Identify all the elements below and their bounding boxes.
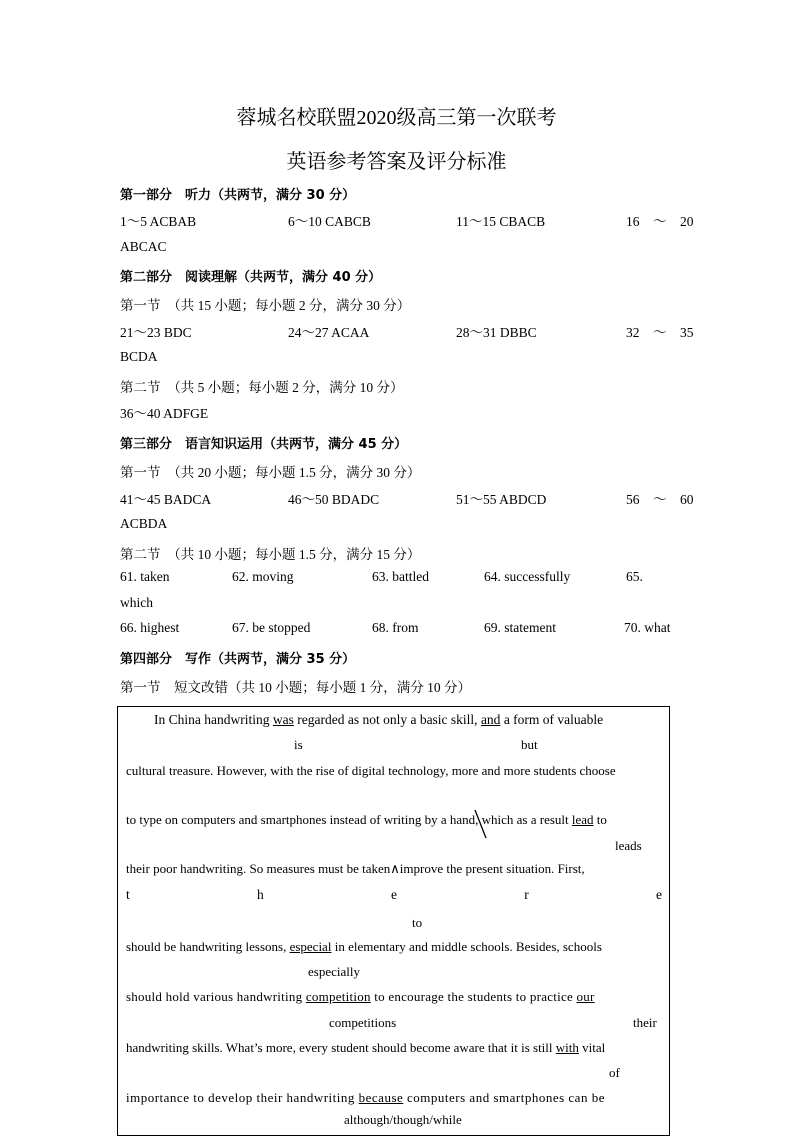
answer-wrap: BCDA (120, 349, 158, 364)
essay-letter: r (524, 887, 529, 902)
section-label: 第一节 （共 20 小题；每小题 1.5 分，满分 30 分） (120, 465, 421, 480)
answer-item: 68. from (372, 620, 419, 635)
correction: but (521, 737, 538, 752)
essay-line (126, 812, 662, 828)
answer-item: 67. be stopped (232, 620, 311, 635)
answer-group: 11～15 CBACB (456, 214, 546, 229)
error-word: with (555, 1040, 579, 1055)
error-word: was (272, 712, 294, 727)
essay-line (126, 1040, 662, 1056)
correction: their (633, 1015, 657, 1030)
essay-text: in elementary and middle schools. Besides, schools (331, 939, 602, 954)
answer-wrap: ABCAC (120, 239, 167, 254)
essay-line (126, 989, 662, 1005)
answer-item: 64. successfully (484, 569, 571, 584)
answer-item: 69. statement (484, 620, 556, 635)
correction: to (412, 915, 423, 930)
error-word: because (358, 1090, 404, 1105)
essay-line (126, 939, 662, 955)
essay-line (126, 1090, 662, 1106)
error-word: lead (571, 812, 594, 827)
answer-group: 56 ～ 60 (626, 492, 694, 507)
answer-group: 36～40 ADFGE (120, 406, 209, 421)
part2-heading: 第二部分 阅读理解（共两节，满分 40 分） (120, 270, 382, 285)
section-label: 第一节 （共 15 小题；每小题 2 分，满分 30 分） (120, 298, 411, 313)
answer-item: 66. highest (120, 620, 180, 635)
answer-group: 28～31 DBBC (456, 325, 537, 340)
essay-text: computers and smartphones can be (403, 1090, 605, 1105)
essay-line (126, 712, 662, 728)
essay-text: to (593, 812, 607, 827)
essay-line: cultural treasure. However, with the rise of digital technology, more and more students choose (126, 763, 616, 778)
part3-heading: 第三部分 语言知识运用（共两节，满分 45 分） (120, 437, 408, 452)
section-label: 第二节 （共 5 小题；每小题 2 分，满分 10 分） (120, 380, 404, 395)
essay-line: their poor handwriting. So measures must be taken∧improve the present situation. First, (126, 861, 585, 876)
answer-item: 70. what (624, 620, 671, 635)
answer-group: 6～10 CABCB (288, 214, 371, 229)
answer-wrap: ACBDA (120, 516, 168, 531)
error-word: and (480, 712, 501, 727)
error-word: our (576, 989, 595, 1004)
answer-group: 16 ～ 20 (626, 214, 694, 229)
answer-item: 65. (626, 569, 643, 584)
essay-text: a form of valuable (500, 712, 604, 727)
section-label: 第二节 （共 10 小题；每小题 1.5 分，满分 15 分） (120, 547, 421, 562)
part4-heading: 第四部分 写作（共两节，满分 35 分） (120, 652, 356, 667)
essay-text: to encourage the students to practice (370, 989, 577, 1004)
essay-letter: t (126, 887, 130, 902)
essay-text: handwriting skills. What’s more, every student should become aware that it is still (126, 1040, 556, 1055)
answer-group: 21～23 BDC (120, 325, 192, 340)
correction: especially (308, 964, 360, 979)
page-title: 蓉城名校联盟2020级高三第一次联考 (236, 107, 557, 129)
answer-group: 1～5 ACBAB (120, 214, 197, 229)
essay-line (126, 887, 662, 903)
part1-heading: 第一部分 听力（共两节，满分 30 分） (120, 188, 356, 203)
essay-text: should be handwriting lessons, (126, 939, 290, 954)
correction: competitions (329, 1015, 397, 1030)
answer-group: 51～55 ABDCD (456, 492, 547, 507)
essay-text: vital (578, 1040, 606, 1055)
correction: of (609, 1065, 620, 1080)
essay-text: should hold various handwriting (126, 989, 306, 1004)
essay-text: In China handwriting (154, 712, 273, 727)
essay-text: to type on computers and smartphones instead of writing by a hand, which as a result (126, 812, 572, 827)
page-subtitle: 英语参考答案及评分标准 (286, 151, 507, 173)
deletion-mark (472, 808, 490, 842)
answer-group: 46～50 BDADC (288, 492, 380, 507)
correction: leads (615, 838, 642, 853)
essay-text: importance to develop their handwriting (126, 1090, 359, 1105)
correction: although/though/while (344, 1112, 462, 1127)
answer-group: 32 ～ 35 (626, 325, 694, 340)
essay-text: regarded as not only a basic skill, (293, 712, 481, 727)
answer-wrap: which (120, 595, 153, 610)
essay-letter: e (655, 887, 662, 902)
section-label: 第一节 短文改错（共 10 小题；每小题 1 分，满分 10 分） (120, 680, 471, 695)
error-word: especial (289, 939, 332, 954)
correction: is (294, 737, 303, 752)
essay-letter: h (257, 887, 264, 902)
answer-group: 24～27 ACAA (288, 325, 370, 340)
answer-group: 41～45 BADCA (120, 492, 212, 507)
answer-item: 61. taken (120, 569, 170, 584)
essay-letter: e (390, 887, 397, 902)
error-word: competition (305, 989, 371, 1004)
answer-item: 62. moving (232, 569, 294, 584)
answer-item: 63. battled (372, 569, 429, 584)
